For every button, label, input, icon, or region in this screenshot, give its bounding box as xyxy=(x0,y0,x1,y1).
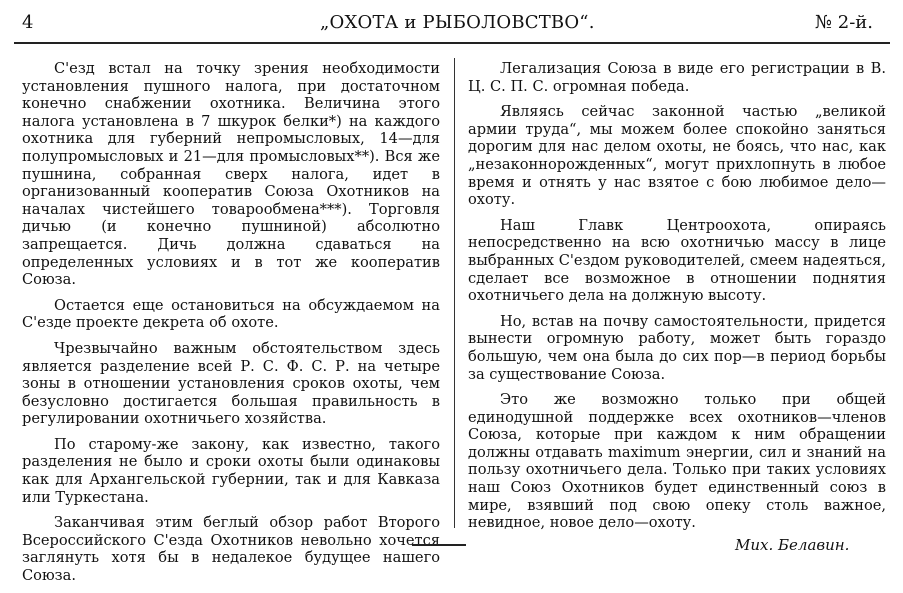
left-column xyxy=(22,60,440,593)
page-header xyxy=(0,0,903,46)
paragraph: Это же возможно только при общей единодушной поддержке всех охотников—членов Союза, которые при каждом к ним обращении должны отдавать maximum энергии, сил и знаний на пользу охотничьего дела. Только при таких условиях наш Союз Охотников будет единственный союз в мире, взявший под свою опеку столь важное, невидное, новое дело—охоту. xyxy=(468,391,886,532)
paragraph: С'езд встал на точку зрения необходимости установления пушного налога, при достаточном конечно снабжении охотника. Величина этого налога установлена в 7 шкурок белки*) на каждого охотника для губерний непромысловых, 14—для полупромысловых и 21—для промысловых**). Вся же пушнина, собранная сверх налога, идет в организованный кооператив Союза Охотников на началах чистейшего товарообмена***). Торговля дичью (и конечно пушниной) абсолютно запрещается. Дичь должна сдаваться на определенных условиях и в тот же кооператив Союза. xyxy=(22,60,440,289)
paragraph: Легализация Союза в виде его регистрации в В. Ц. С. П. С. огромная победа. xyxy=(468,60,886,95)
paragraph: По старому-же закону, как известно, такого разделения не было и сроки охоты были одинаковы как для Архангельской губернии, так и для Кавказа или Туркестана. xyxy=(22,435,440,506)
paragraph: Остается еще остановиться на обсуждаемом на С'езде проекте декрета об охоте. xyxy=(22,296,440,332)
end-rule xyxy=(412,544,466,546)
paragraph: Наш Главк Центроохота, опираясь непосредственно на всю охотничью массу в лице выбранных С'ездом руководителей, смеем надеяться, сделает все возможное в отношении поднятия охотничьего дела на должную высоту. xyxy=(468,216,886,305)
paragraph: Заканчивая этим беглый обзор работ Второго Всероссийского С'езда Охотников невольно хочется заглянуть хотя бы в недалекое будущее нашего Союза. xyxy=(22,514,440,585)
paragraph: Чрезвычайно важным обстоятельством здесь является разделение всей Р. С. Ф. С. Р. на четыре зоны в отношении установления сроков охоты, чем безусловно достигается большая правильность в регулировании охотничьего хозяйства. xyxy=(22,339,440,428)
page-number: 4 xyxy=(22,12,34,33)
issue-number: № 2-й. xyxy=(814,12,873,33)
paragraph: Но, встав на почву самостоятельности, придется вынести огромную работу, может быть гораздо большую, чем она была до сих пор—в период борьбы за существование Союза. xyxy=(468,312,886,383)
header-rule xyxy=(14,42,890,44)
right-column xyxy=(468,60,886,540)
column-divider xyxy=(454,58,455,528)
paragraph: Являясь сейчас законной частью „великой армии труда“, мы можем более спокойно заняться дорогим для нас делом охоты, не боясь, что нас, как „незаконнорожденных“, могут прихлопнуть в любое время и отнять у нас взятое с бою любимое дело—охоту. xyxy=(468,103,886,209)
journal-title: „ОХОТА и РЫБОЛОВСТВО“. xyxy=(320,12,595,33)
author-signature: Мих. Белавин. xyxy=(735,536,850,554)
